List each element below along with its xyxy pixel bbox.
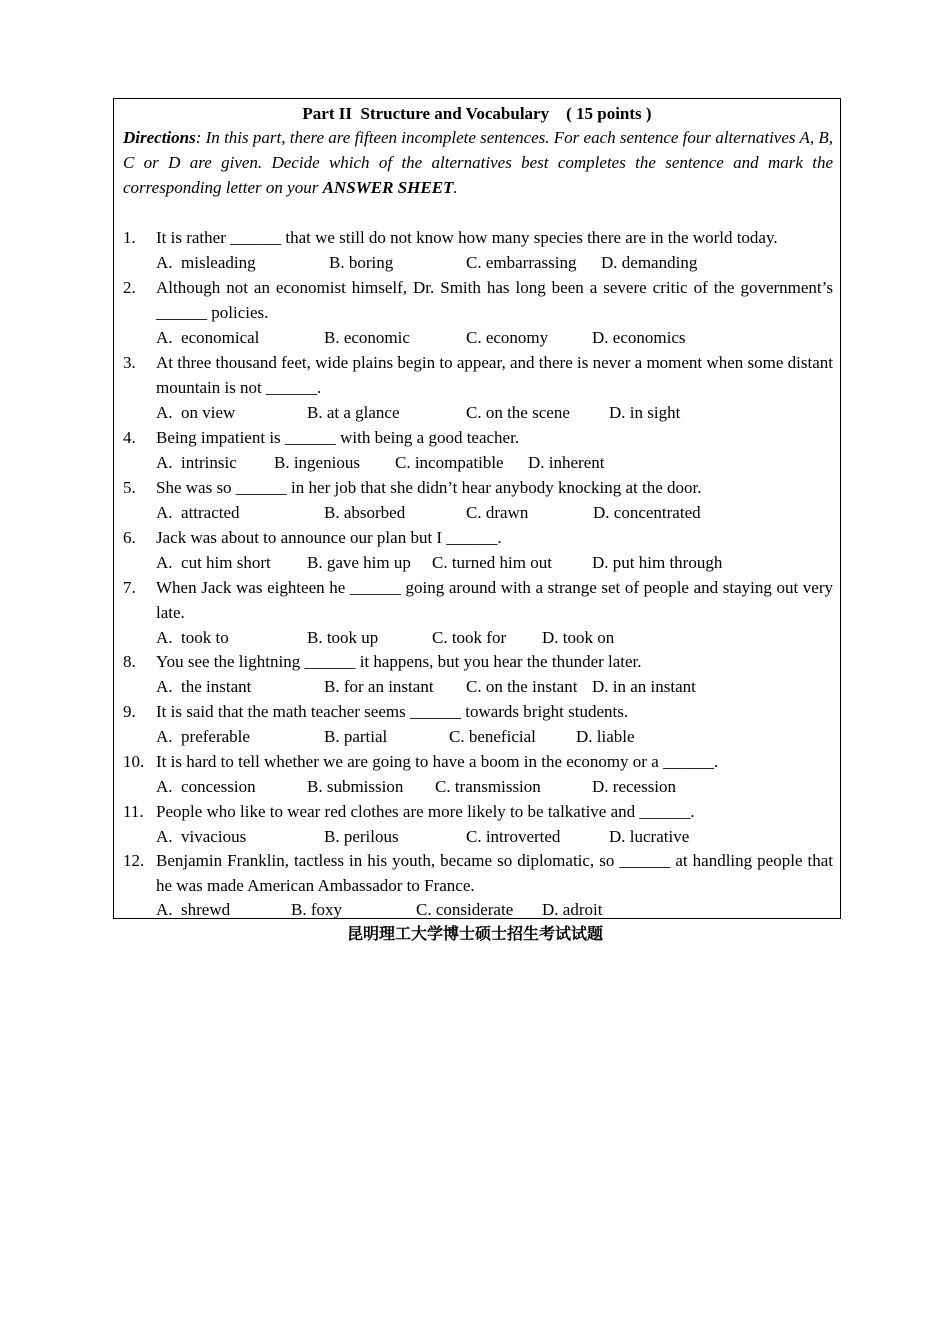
option-b: B. gave him up xyxy=(307,553,411,572)
option-b: B. boring xyxy=(329,253,394,272)
option-d: D. in an instant xyxy=(592,677,696,696)
section-title: Part II Structure and Vocabulary ( 15 points ) xyxy=(302,104,652,123)
question-number: 7. xyxy=(123,578,136,597)
option-d: D. in sight xyxy=(609,403,681,422)
directions-text: : In this part, there are fifteen incomplete sentences. For each sentence four alternatives A, B, C or D are given. Decide which of the alternatives best completes the sentence and mark the corresponding letter on your xyxy=(123,128,833,197)
exam-footer-title: 昆明理工大学博士硕士招生考试试题 xyxy=(346,924,603,943)
question-text: It is hard to tell whether we are going to have a boom in the economy or a ______. xyxy=(156,752,719,771)
option-d: D. economics xyxy=(592,328,686,347)
question-number: 11. xyxy=(123,802,144,821)
option-c: C. economy xyxy=(466,328,549,347)
option-b: B. submission xyxy=(307,777,404,796)
option-a: A. on view xyxy=(156,403,236,422)
question-number: 6. xyxy=(123,528,136,547)
option-c: C. on the instant xyxy=(466,677,578,696)
option-a: A. cut him short xyxy=(156,553,271,572)
question-text: Although not an economist himself, Dr. Smith has long been a severe critic of the government’s ______ policies. xyxy=(156,278,833,322)
question-number: 10. xyxy=(123,752,145,771)
option-a: A. shrewd xyxy=(156,900,231,919)
option-b: B. at a glance xyxy=(307,403,400,422)
option-c: C. drawn xyxy=(466,503,529,522)
option-a: A. concession xyxy=(156,777,256,796)
option-d: D. liable xyxy=(576,727,635,746)
option-d: D. put him through xyxy=(592,553,723,572)
option-a: A. took to xyxy=(156,628,229,647)
option-b: B. economic xyxy=(324,328,410,347)
question-number: 12. xyxy=(123,851,145,870)
question-text: You see the lightning ______ it happens, but you hear the thunder later. xyxy=(156,652,642,671)
option-b: B. absorbed xyxy=(324,503,406,522)
option-c: C. beneficial xyxy=(449,727,536,746)
option-b: B. perilous xyxy=(324,827,399,846)
option-c: C. considerate xyxy=(416,900,514,919)
question-number: 9. xyxy=(123,702,136,721)
answer-sheet-emphasis: ANSWER SHEET xyxy=(322,178,454,197)
option-b: B. for an instant xyxy=(324,677,434,696)
question-text: Jack was about to announce our plan but I ______. xyxy=(156,528,502,547)
option-c: C. incompatible xyxy=(395,453,504,472)
option-d: D. demanding xyxy=(601,253,698,272)
question-text: It is rather ______ that we still do not know how many species there are in the world today. xyxy=(156,228,778,247)
option-d: D. took on xyxy=(542,628,615,647)
option-a: A. preferable xyxy=(156,727,250,746)
option-d: D. concentrated xyxy=(593,503,701,522)
option-b: B. ingenious xyxy=(274,453,360,472)
question-number: 5. xyxy=(123,478,136,497)
option-a: A. economical xyxy=(156,328,260,347)
option-d: D. adroit xyxy=(542,900,603,919)
option-d: D. recession xyxy=(592,777,677,796)
option-c: C. on the scene xyxy=(466,403,570,422)
question-text: It is said that the math teacher seems ______ towards bright students. xyxy=(156,702,629,721)
option-b: B. took up xyxy=(307,628,379,647)
question-number: 4. xyxy=(123,428,136,447)
option-a: A. attracted xyxy=(156,503,240,522)
question-number: 3. xyxy=(123,353,136,372)
question-number: 2. xyxy=(123,278,136,297)
option-d: D. lucrative xyxy=(609,827,690,846)
directions-label: Directions xyxy=(123,128,196,147)
question-text: When Jack was eighteen he ______ going around with a strange set of people and staying out very late. xyxy=(156,578,833,622)
option-b: B. foxy xyxy=(291,900,342,919)
option-d: D. inherent xyxy=(528,453,605,472)
question-text: She was so ______ in her job that she didn’t hear anybody knocking at the door. xyxy=(156,478,702,497)
option-a: A. vivacious xyxy=(156,827,247,846)
option-c: C. transmission xyxy=(435,777,541,796)
option-c: C. introverted xyxy=(466,827,561,846)
question-number: 8. xyxy=(123,652,136,671)
exam-section-box xyxy=(113,98,841,919)
option-c: C. embarrassing xyxy=(466,253,577,272)
directions xyxy=(123,125,833,200)
option-b: B. partial xyxy=(324,727,388,746)
directions-end: . xyxy=(453,178,458,197)
option-a: A. intrinsic xyxy=(156,453,237,472)
question-text: People who like to wear red clothes are more likely to be talkative and ______. xyxy=(156,802,695,821)
question-text: At three thousand feet, wide plains begin to appear, and there is never a moment when some distant mountain is not ______. xyxy=(156,353,833,397)
question-text: Benjamin Franklin, tactless in his youth, became so diplomatic, so ______ at handling people that he was made American Ambassador to France. xyxy=(156,851,833,895)
question-number: 1. xyxy=(123,228,136,247)
option-c: C. took for xyxy=(432,628,507,647)
option-a: A. the instant xyxy=(156,677,252,696)
question-text: Being impatient is ______ with being a good teacher. xyxy=(156,428,520,447)
option-c: C. turned him out xyxy=(432,553,552,572)
option-a: A. misleading xyxy=(156,253,256,272)
